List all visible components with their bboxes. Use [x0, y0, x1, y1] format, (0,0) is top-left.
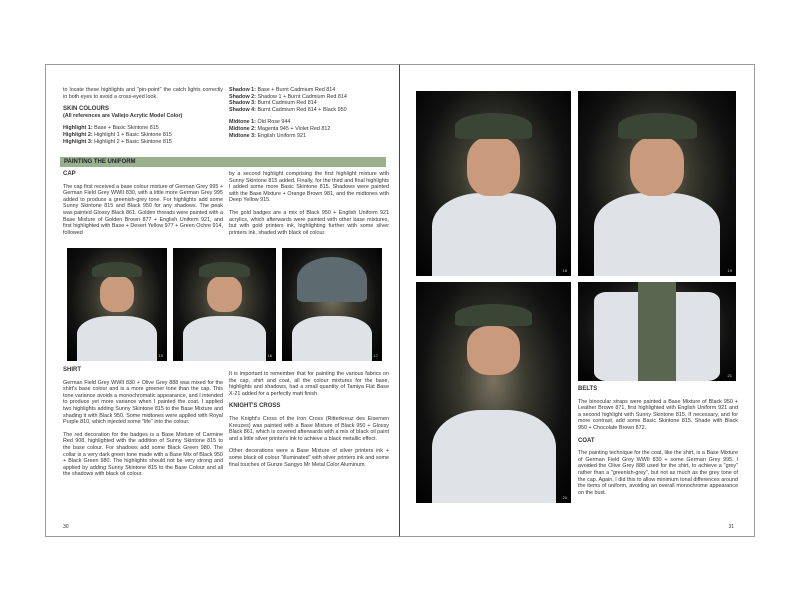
red-decoration-text: The red decoration for the badges is a Base Mixture of Carmine Red 908, highlighted with the addition of Sunny Skintone 815 to the base colour. For shadows add some Black Green 980. The collar is a very dark green tone made with a Base Mix of Black 950 + Black Green 980. The highlights should not be very strong and applied by adding Sunny Skintone 815 to the Base Colour and all the shadows with black oil colour.	[63, 431, 223, 478]
cap-continued	[229, 171, 389, 242]
cap-section	[63, 171, 223, 242]
shadow-item: Shadow 1: Base + Burnt Cadmium Red 814	[229, 87, 336, 93]
shadow-item: Shadow 2: Shadow 1 + Burnt Cadmium Red 814	[229, 93, 347, 100]
right-page	[400, 64, 755, 537]
knights-cross-section	[229, 371, 389, 474]
photo-20: 20	[416, 282, 571, 503]
midtone-list	[229, 119, 389, 139]
photo-17: 17	[282, 248, 382, 361]
other-decorations-text: Other decorations were a Base Mixture of silver printers ink + some black oil colour "illuminated" with silver printers ink and some final touches of Gunze Sangyo Mr Metal Color Aluminum.	[229, 448, 389, 468]
shadow-item: Shadow 4: Burnt Cadmium Red 814 + Black 950	[229, 106, 347, 113]
page-number: 31	[728, 524, 734, 530]
right-column-top	[229, 87, 389, 139]
intro-text: to locate these highlights and "pin-point" the catch lights correctly in both eyes to avoid a cross-eyed look.	[63, 87, 223, 100]
important-text: It is important to remember that for painting the various fabrics on the cap, shirt and coat, all the colour mixtures for the base, highlights and shadows, had a small quantity of Tamiya Flat Base X-21 added for a perfectly matt finish.	[229, 371, 389, 397]
coat-text: The painting technique for the coat, like the shirt, is a Base Mixture of German Field Grey WWII 830 + some German Grey 995. I avoided the Olive Grey 888 used for the shirt, to achieve a "grey" rather than a "greenish-grey", but not as much as the grey tone of the cap. Again, I did this to allow minimum tonal differences around the items of uniform, avoiding an overall monochrome appearance on the bust.	[578, 450, 738, 496]
skin-note: (All references are Vallejo Acrylic Model Color)	[63, 112, 183, 119]
shadow-list	[229, 87, 389, 113]
coat-heading: COAT	[578, 437, 595, 444]
gold-badges-text: The gold badges are a mix of Black 950 + English Uniform 921 acrylics, which afterwards were painted with other base mixtures, but with gold printers ink, highlighting further with some silver printers ink, shaded with black oil colour.	[229, 209, 389, 236]
highlight-item: Highlight 1: Base + Basic Skintone 815	[63, 125, 159, 132]
shirt-heading: SHIRT	[63, 367, 81, 373]
photo-19: 19	[578, 91, 736, 276]
left-page	[45, 64, 400, 537]
midtone-item: Midtone 2: Magenta 945 + Violet Red 812	[229, 125, 331, 132]
page-number: 30	[63, 524, 69, 530]
photo-18: 18	[416, 91, 571, 276]
photo-21: 21	[578, 282, 736, 381]
shirt-section	[63, 367, 223, 484]
cap-heading: CAP	[63, 171, 76, 177]
section-band: PAINTING THE UNIFORM	[60, 157, 386, 167]
knights-cross-text: The Knight's Cross of the Iron Cross (Ritterkreuz des Eisernen Kreuzes) was painted with a Base Mixture of Black 950 + Glossy Black 861, which is covered afterwards with a mix of black oil paint and a little silver printer's ink to achieve a black metallic effect.	[229, 415, 389, 442]
highlight-list	[63, 125, 223, 145]
belts-coat-column	[578, 386, 738, 502]
photo-15: 15	[67, 248, 167, 361]
photo-16: 16	[173, 248, 276, 361]
cap-text: The cap first received a base colour mixture of German Grey 995 + German Field Grey WWII 830, with a little more German Grey 995 added to produce a greenish-grey tone. For highlights add some Sunny Skintone 815 and Black 950 for any shadows. The peak was painted Glossy Black 861. Golden threads were painted with a Base Mixture of Golden Brown 877 + English Uniform 921, and first highlighted with Base + Desert Yellow 977 + Green Ochre 914, followed	[63, 183, 223, 236]
belts-heading: BELTS	[578, 386, 598, 392]
highlight-item: Highlight 3: Highlight 2 + Basic Skintone 815	[63, 138, 172, 145]
left-column-top	[63, 87, 223, 145]
skin-colours-heading: SKIN COLOURS	[63, 106, 110, 113]
highlight-item: Highlight 2: Highlight 1 + Basic Skintone 815	[63, 131, 172, 138]
cap-text-continued: by a second highlight comprising the first highlight mixture with Sunny Skintone 815 added. Finally, for the third and final highlights I added some more Basic Skintone 815. Shadows were painted with the Base Mixture + Orange Brown 981, and the midtones with Deep Yellow 915.	[229, 171, 389, 204]
belts-text: The binocular straps were painted a Base Mixture of Black 950 + Leather Brown 871, first highlighted with English Uniform 921 and a second highlight with Sunny Skintone 815. If necessary, and for more contrast, add some Basic Skintone 815. Shade with Black 950 + Chocolate Brown 872.	[578, 398, 738, 431]
midtone-item: Midtone 1: Old Rose 944	[229, 119, 291, 126]
midtone-item: Midtone 3: English Uniform 921	[229, 132, 306, 139]
knights-cross-heading: KNIGHT'S CROSS	[229, 403, 281, 410]
shirt-text: German Field Grey WWII 830 + Olive Grey 888 was mixed for the shirt's base colour and is a more greener tone than the cap. This tone variance avoids a monochromatic appearance, and I intended to produce yet more variance when I painted the coat. I applied two highlights adding Sunny Skintone 815 to the Base Mixture and shading it with Black 950. Some midtones were applied with Royal Purple 810, which injected some "life" into the colour.	[63, 379, 223, 426]
shadow-item: Shadow 3: Burnt Cadmium Red 814	[229, 100, 317, 107]
